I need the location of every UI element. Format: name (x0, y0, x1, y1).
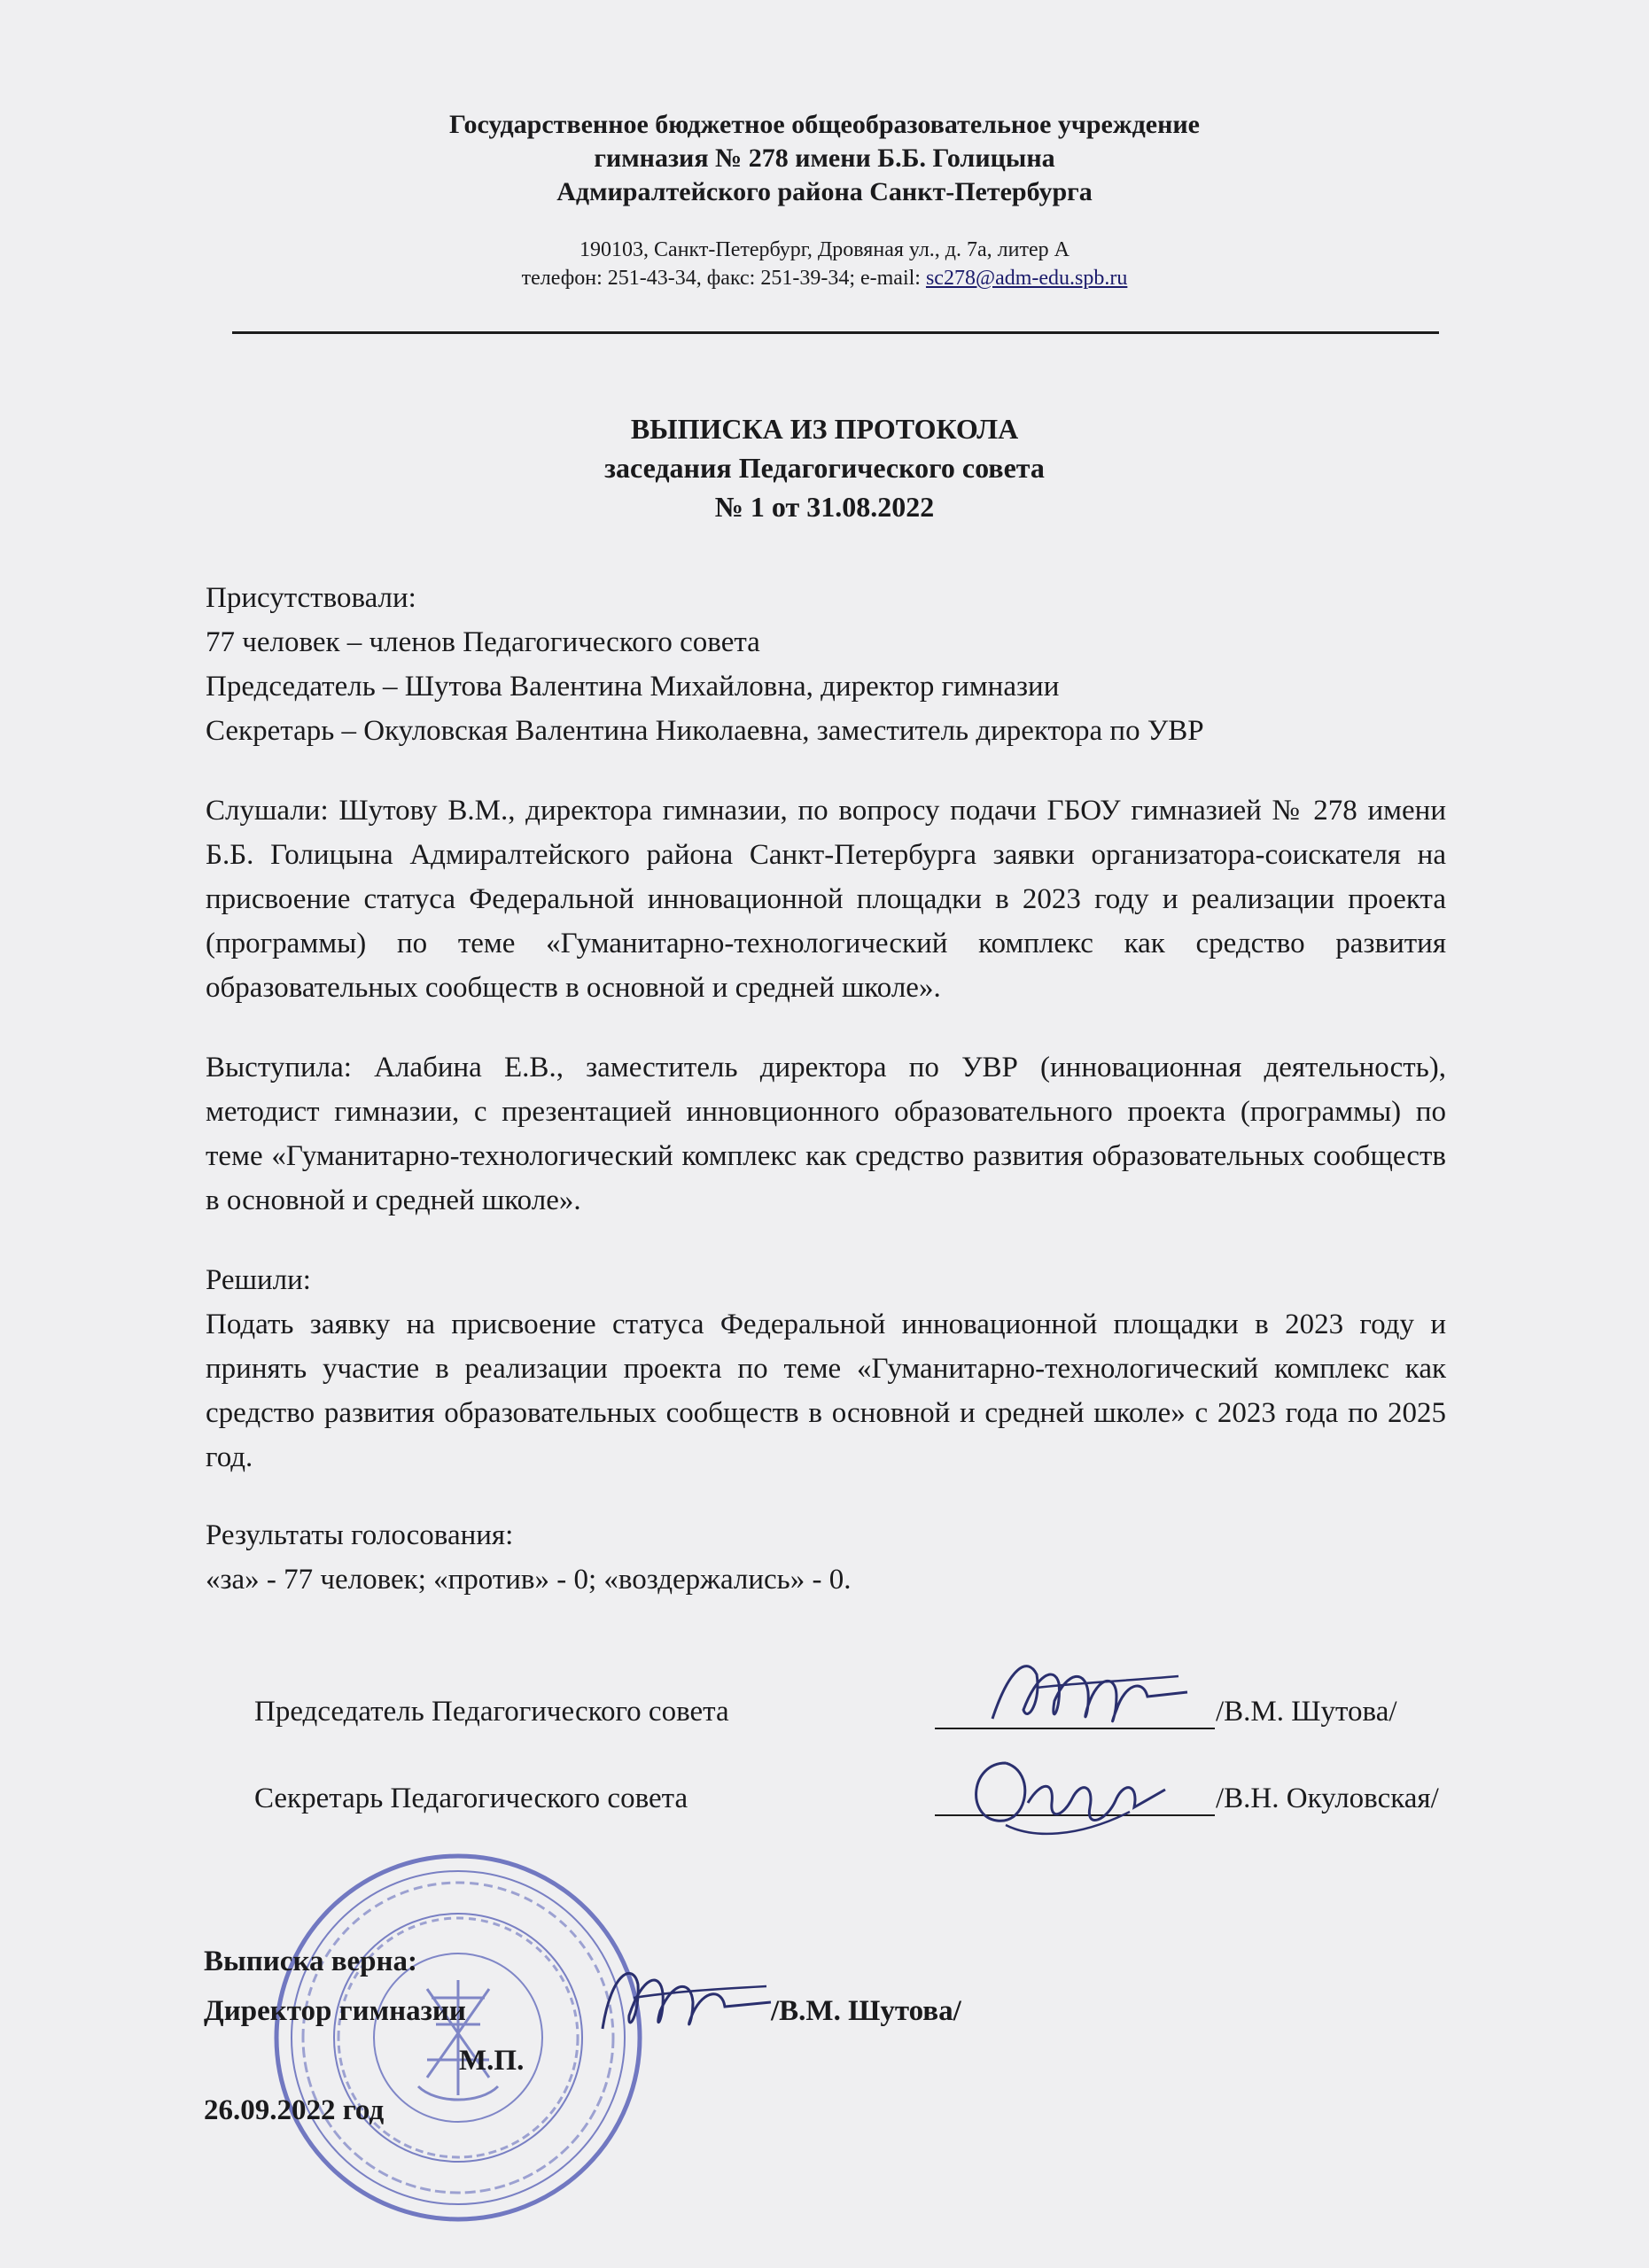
header-divider (232, 331, 1439, 334)
official-seal-stamp (268, 1847, 649, 2228)
title-line-1: ВЫПИСКА ИЗ ПРОТОКОЛА (630, 413, 1019, 445)
heard-section (206, 788, 1446, 1010)
certification-verified: Выписка верна: (204, 1946, 418, 1977)
votes-result: «за» - 77 человек; «против» - 0; «воздержались» - 0. (206, 1564, 852, 1596)
certification-date: 26.09.2022 год (204, 2094, 385, 2126)
spoke-paragraph: Выступила: Алабина Е.В., заместитель директора по УВР (инновационная деятельность), методист гимназии, с презентацией инновционного образовательного проекта (программы) по теме «Гуманитарно-технологический комплекс как средство развития образовательных сообществ в основной и средней школе». (206, 1052, 1446, 1216)
title-line-2: заседания Педагогического совета (604, 452, 1045, 484)
contacts-text: телефон: 251-43-34, факс: 251-39-34; e-mail: (521, 267, 926, 290)
organization-header (0, 108, 1649, 209)
votes-section (206, 1513, 1446, 1602)
organization-address (0, 236, 1649, 292)
secretary-role: Секретарь Педагогического совета (254, 1783, 688, 1814)
spoke-section (206, 1045, 1446, 1223)
seal-label: М.П. (459, 2045, 525, 2077)
heard-paragraph: Слушали: Шутову В.М., директора гимназии, по вопросу подачи ГБОУ гимназией № 278 имени Б.Б. Голицына Адмиралтейского района Санкт-Петербурга заявки организатора-соискателя на присвоение статуса Федеральной инновационной площадки в 2023 году и реализации проекта (программы) по теме «Гуманитарно-технологический комплекс как средство развития образовательных сообществ в основной и средней школе». (206, 795, 1446, 1004)
chair-handwritten-signature (975, 1648, 1205, 1745)
email-link[interactable]: sc278@adm-edu.spb.ru (925, 267, 1128, 290)
contacts-line (0, 264, 1649, 292)
chair-role: Председатель Педагогического совета (254, 1696, 729, 1728)
present-section (206, 576, 1446, 753)
secretary-handwritten-signature (953, 1736, 1183, 1852)
present-line-3: Секретарь – Окуловская Валентина Николаевна, заместитель директора по УВР (206, 715, 1204, 747)
org-line-1: Государственное бюджетное общеобразовательное учреждение (449, 110, 1200, 139)
decided-paragraph: Подать заявку на присвоение статуса Федеральной инновационной площадки в 2023 году и принять участие в реализации проекта по теме «Гуманитарно-технологический комплекс как средство развития образовательных сообществ в основной и средней школе» с 2023 года по 2025 год. (206, 1309, 1446, 1473)
chair-signature-line (935, 1728, 1215, 1729)
org-line-3: Адмиралтейского района Санкт-Петербурга (556, 177, 1093, 206)
org-line-2: гимназия № 278 имени Б.Б. Голицына (594, 144, 1055, 173)
director-label: Директор гимназии (204, 1995, 466, 2027)
document-title (0, 409, 1649, 526)
chair-name: /В.М. Шутова/ (1216, 1696, 1397, 1728)
present-heading: Присутствовали: (206, 582, 416, 614)
decided-section (206, 1258, 1446, 1480)
votes-heading: Результаты голосования: (206, 1519, 514, 1551)
present-line-1: 77 человек – членов Педагогического совета (206, 626, 760, 658)
decided-heading: Решили: (206, 1264, 311, 1296)
address-line: 190103, Санкт-Петербург, Дровяная ул., д. 7а, литер А (579, 238, 1070, 261)
certification-director-line (204, 1992, 1267, 2031)
title-line-3: № 1 от 31.08.2022 (714, 491, 935, 523)
director-name: /В.М. Шутова/ (771, 1995, 961, 2027)
secretary-name: /В.Н. Окуловская/ (1216, 1783, 1439, 1814)
present-line-2: Председатель – Шутова Валентина Михайловна, директор гимназии (206, 671, 1060, 703)
secretary-signature-line (935, 1814, 1215, 1816)
